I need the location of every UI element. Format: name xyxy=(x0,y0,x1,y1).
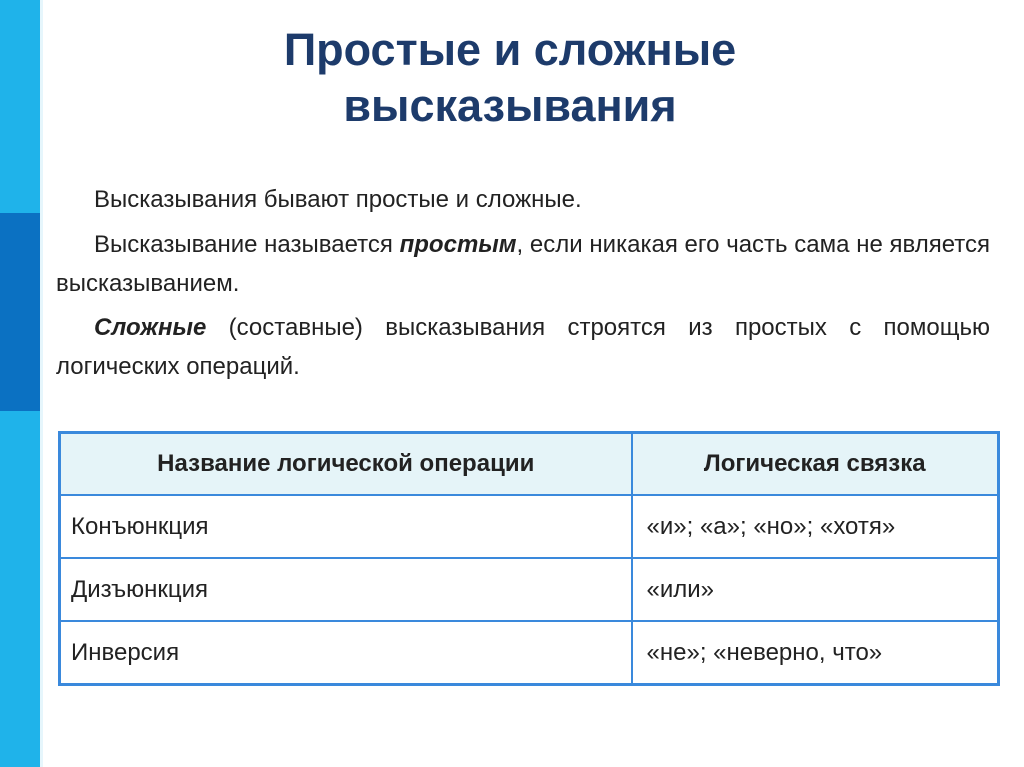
paragraph-simple-term: простым xyxy=(399,231,517,258)
logic-operations-table xyxy=(58,431,1000,686)
table-header-operation: Название логической операции xyxy=(60,433,632,496)
side-bar-top-segment xyxy=(0,0,40,213)
table-header-connective: Логическая связка xyxy=(632,433,999,496)
paragraph-compound-text: (составные) высказывания строятся из простых с помощью логических операций. xyxy=(56,314,990,380)
side-divider-line xyxy=(40,0,43,767)
table-cell-connective: «или» xyxy=(632,558,999,621)
table-header-row xyxy=(60,433,999,496)
side-bar-middle-segment xyxy=(0,213,40,411)
paragraph-simple-definition xyxy=(56,225,990,303)
side-decoration-bar xyxy=(0,0,40,767)
table-row xyxy=(60,495,999,558)
table-cell-operation: Инверсия xyxy=(60,621,632,685)
table-cell-operation: Конъюнкция xyxy=(60,495,632,558)
paragraph-compound-term: Сложные xyxy=(94,314,207,341)
slide-title xyxy=(90,22,930,134)
table-cell-connective: «и»; «а»; «но»; «хотя» xyxy=(632,495,999,558)
slide-title-line2: высказывания xyxy=(343,80,677,131)
paragraph-intro-text: Высказывания бывают простые и сложные. xyxy=(94,186,582,213)
paragraph-simple-text-after: , если никакая его часть сама не является высказыванием. xyxy=(56,231,990,297)
slide-title-line1: Простые и сложные xyxy=(283,24,737,75)
paragraph-simple-text-before: Высказывание называется xyxy=(94,231,400,258)
table-cell-connective: «не»; «неверно, что» xyxy=(632,621,999,685)
table-row xyxy=(60,621,999,685)
table-row xyxy=(60,558,999,621)
paragraph-compound-definition xyxy=(56,308,990,386)
table-cell-operation: Дизъюнкция xyxy=(60,558,632,621)
paragraph-intro xyxy=(56,180,990,219)
side-bar-bottom-segment xyxy=(0,411,40,767)
